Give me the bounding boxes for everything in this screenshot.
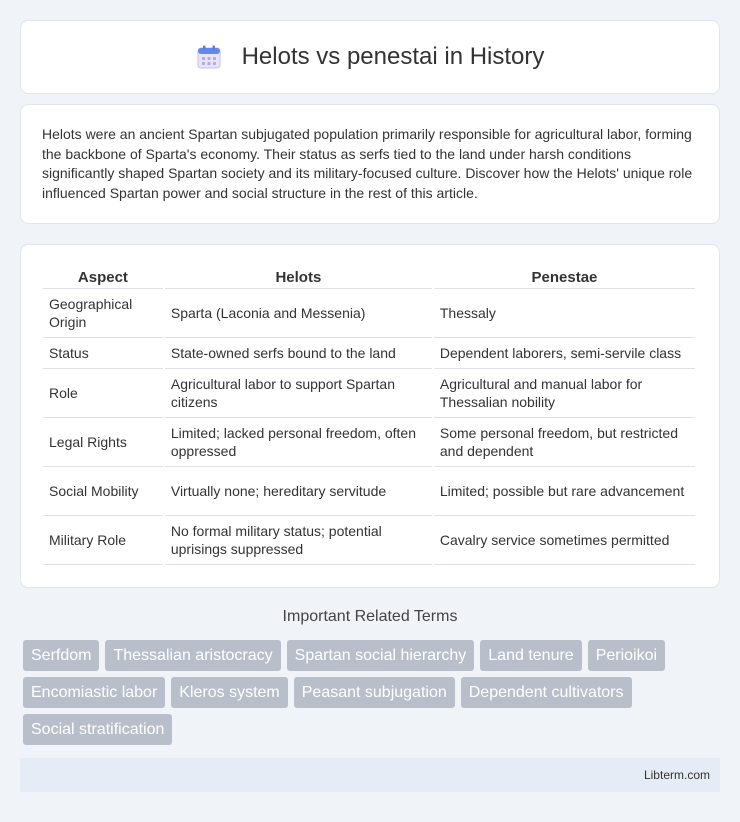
- tag-peasant-subjugation[interactable]: Peasant subjugation: [294, 677, 455, 708]
- cell-aspect: Status: [43, 338, 163, 369]
- cell-penestae: Some personal freedom, but restricted and dependent: [434, 418, 695, 467]
- tag-spartan-social-hierarchy[interactable]: Spartan social hierarchy: [287, 640, 475, 671]
- intro-text: Helots were an ancient Spartan subjugated population primarily responsible for agricultural labor, forming the backbone of Sparta's economy. Their status as serfs tied to the land under harsh conditions significantly shaped Spartan society and its military-focused culture. Discover how the Helots' unique role influenced Spartan power and social structure in the rest of this article.: [42, 126, 693, 201]
- related-terms-title: Important Related Terms: [282, 608, 458, 625]
- cell-aspect: Role: [43, 369, 163, 418]
- cell-penestae: Agricultural and manual labor for Thessalian nobility: [434, 369, 695, 418]
- header-helots: Helots: [165, 265, 432, 289]
- table-row: [43, 338, 695, 369]
- footer-brand-link[interactable]: Libterm.com: [643, 768, 710, 782]
- tag-social-stratification[interactable]: Social stratification: [23, 714, 172, 745]
- table-row: [43, 516, 695, 565]
- cell-aspect: Social Mobility: [43, 467, 163, 516]
- cell-helots: Agricultural labor to support Spartan citizens: [165, 369, 432, 418]
- cell-aspect: Geographical Origin: [43, 289, 163, 338]
- tag-thessalian-aristocracy[interactable]: Thessalian aristocracy: [105, 640, 280, 671]
- cell-helots: State-owned serfs bound to the land: [165, 338, 432, 369]
- footer: [20, 758, 720, 792]
- header-card: [20, 20, 720, 94]
- cell-penestae: Dependent laborers, semi-servile class: [434, 338, 695, 369]
- cell-helots: Virtually none; hereditary servitude: [165, 467, 432, 516]
- cell-aspect: Legal Rights: [43, 418, 163, 467]
- tag-kleros-system[interactable]: Kleros system: [171, 677, 287, 708]
- header-penestae: Penestae: [434, 265, 695, 289]
- comparison-table: [41, 265, 697, 565]
- table-row: [43, 369, 695, 418]
- cell-penestae: Cavalry service sometimes permitted: [434, 516, 695, 565]
- comparison-card: [20, 244, 720, 588]
- header-aspect: Aspect: [43, 265, 163, 289]
- table-header-row: [43, 265, 695, 289]
- related-terms-list: [23, 640, 723, 751]
- tag-land-tenure[interactable]: Land tenure: [480, 640, 581, 671]
- tag-serfdom[interactable]: Serfdom: [23, 640, 99, 671]
- cell-penestae: Limited; possible but rare advancement: [434, 467, 695, 516]
- cell-helots: No formal military status; potential uprisings suppressed: [165, 516, 432, 565]
- tag-perioikoi[interactable]: Perioikoi: [588, 640, 665, 671]
- tag-encomiastic-labor[interactable]: Encomiastic labor: [23, 677, 165, 708]
- intro-card: [20, 104, 720, 224]
- page-title: Helots vs penestai in History: [241, 43, 545, 70]
- cell-helots: Sparta (Laconia and Messenia): [165, 289, 432, 338]
- table-row: [43, 467, 695, 516]
- cell-helots: Limited; lacked personal freedom, often oppressed: [165, 418, 432, 467]
- cell-penestae: Thessaly: [434, 289, 695, 338]
- calendar-icon: [196, 44, 222, 70]
- tag-dependent-cultivators[interactable]: Dependent cultivators: [461, 677, 632, 708]
- cell-aspect: Military Role: [43, 516, 163, 565]
- table-row: [43, 418, 695, 467]
- table-row: [43, 289, 695, 338]
